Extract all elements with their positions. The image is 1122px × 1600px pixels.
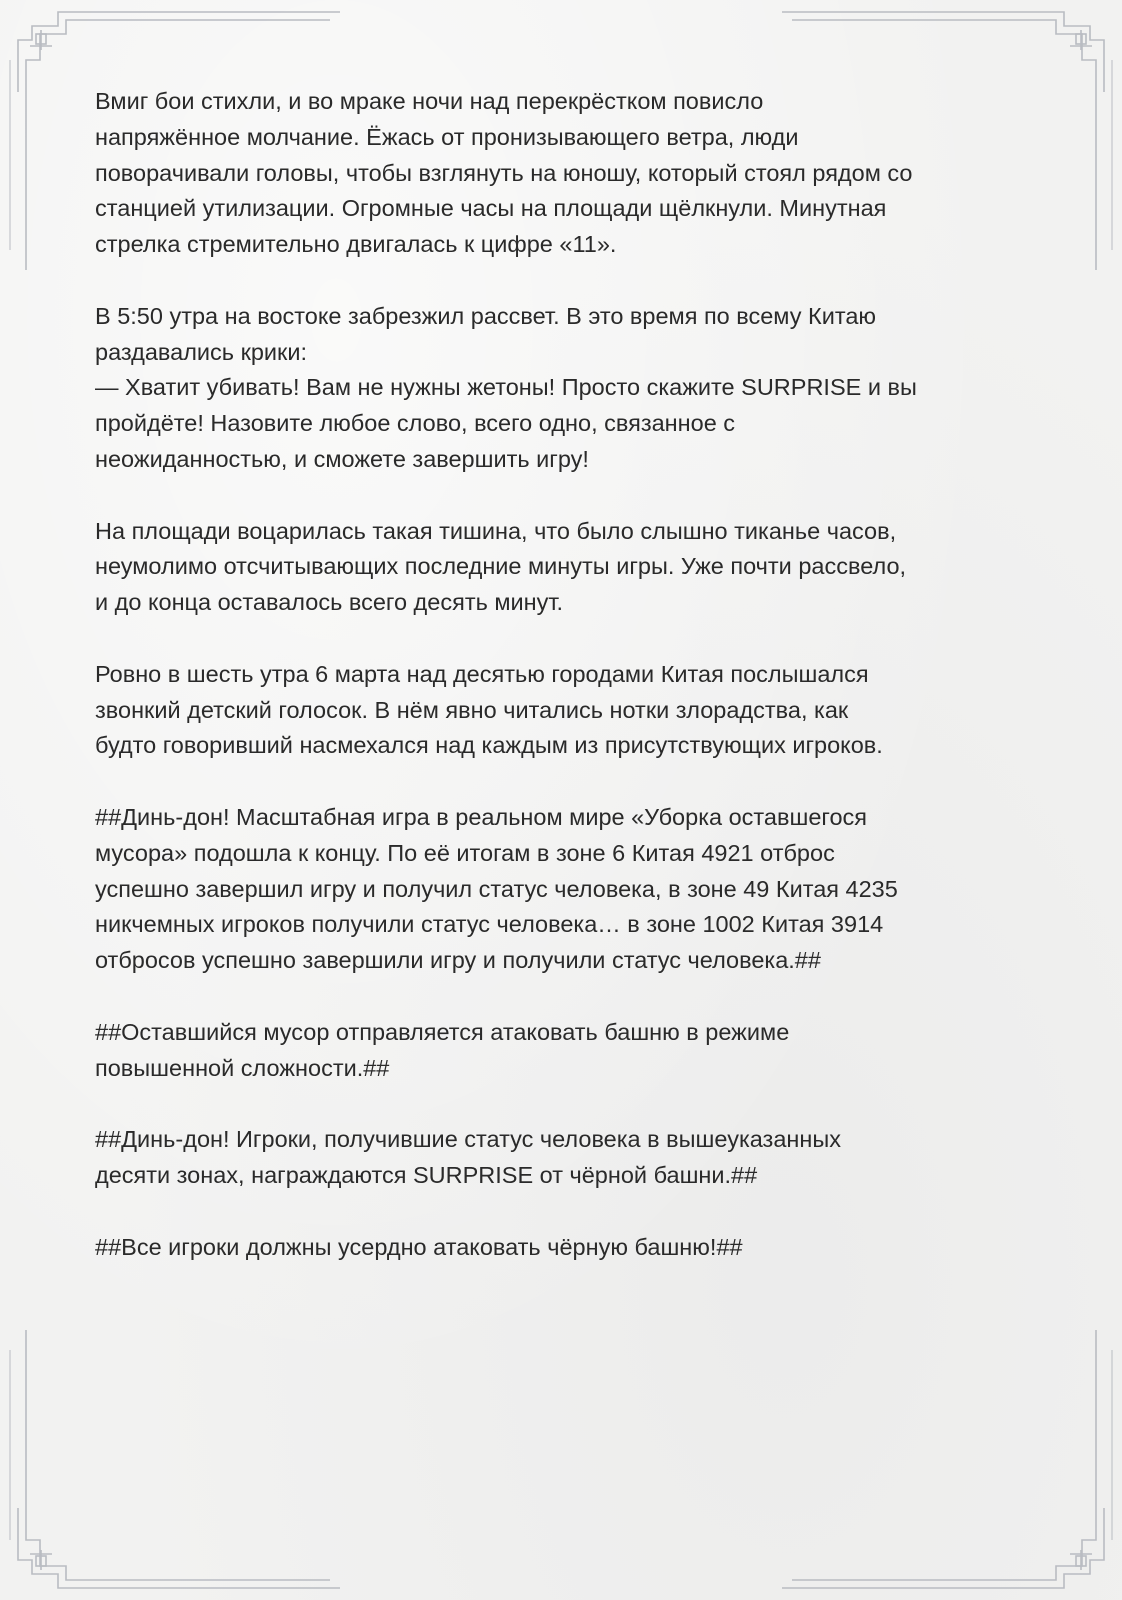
text-line: отбросов успешно завершили игру и получили статус человека.##: [95, 947, 821, 974]
text-line: успешно завершил игру и получил статус человека, в зоне 49 Китая 4235: [95, 875, 898, 902]
text-line: ##Динь-дон! Игроки, получившие статус человека в вышеуказанных: [95, 1126, 841, 1153]
corner-ornament-bottom-right: [782, 1330, 1112, 1588]
corner-ornament-bottom-left: [10, 1330, 340, 1588]
paragraph-2: [95, 299, 1035, 478]
paragraph-8: [95, 1230, 1035, 1266]
paragraph-5: [95, 800, 1035, 979]
text-line: неожиданностью, и сможете завершить игру!: [95, 445, 589, 472]
paragraph-3: [95, 514, 1035, 621]
text-line: ##Динь-дон! Масштабная игра в реальном мире «Уборка оставшегося: [95, 803, 867, 830]
text-line: — Хватит убивать! Вам не нужны жетоны! Просто скажите SURPRISE и вы: [95, 374, 917, 401]
story-text: [95, 84, 1035, 1301]
text-line: ##Оставшийся мусор отправляется атаковать башню в режиме: [95, 1018, 790, 1045]
text-line: напряжённое молчание. Ёжась от пронизывающего ветра, люди: [95, 123, 799, 150]
text-line: десяти зонах, награждаются SURPRISE от чёрной башни.##: [95, 1161, 758, 1188]
text-line: В 5:50 утра на востоке забрезжил рассвет. В это время по всему Китаю: [95, 302, 877, 329]
text-line: звонкий детский голосок. В нём явно читались нотки злорадства, как: [95, 696, 849, 723]
text-line: Ровно в шесть утра 6 марта над десятью городами Китая послышался: [95, 660, 869, 687]
text-line: повышенной сложности.##: [95, 1054, 390, 1081]
text-line: ##Все игроки должны усердно атаковать чёрную башню!##: [95, 1233, 743, 1260]
paragraph-7: [95, 1122, 1035, 1194]
paragraph-6: [95, 1015, 1035, 1087]
text-line: и до конца оставалось всего десять минут.: [95, 589, 564, 616]
text-line: стрелка стремительно двигалась к цифре «11».: [95, 231, 617, 258]
text-line: неумолимо отсчитывающих последние минуты игры. Уже почти рассвело,: [95, 553, 907, 580]
text-line: никчемных игроков получили статус человека… в зоне 1002 Китая 3914: [95, 911, 884, 938]
paragraph-1: [95, 84, 1035, 263]
text-line: раздавались крики:: [95, 338, 307, 365]
text-line: На площади воцарилась такая тишина, что было слышно тиканье часов,: [95, 517, 897, 544]
text-line: будто говоривший насмехался над каждым из присутствующих игроков.: [95, 732, 883, 759]
text-line: станцией утилизации. Огромные часы на площади щёлкнули. Минутная: [95, 195, 887, 222]
paragraph-4: [95, 657, 1035, 764]
text-line: Вмиг бои стихли, и во мраке ночи над перекрёстком повисло: [95, 88, 764, 114]
text-line: пройдёте! Назовите любое слово, всего одно, связанное с: [95, 410, 736, 437]
text-line: мусора» подошла к концу. По её итогам в зоне 6 Китая 4921 отброс: [95, 839, 835, 866]
text-line: поворачивали головы, чтобы взглянуть на юношу, который стоял рядом со: [95, 159, 913, 186]
